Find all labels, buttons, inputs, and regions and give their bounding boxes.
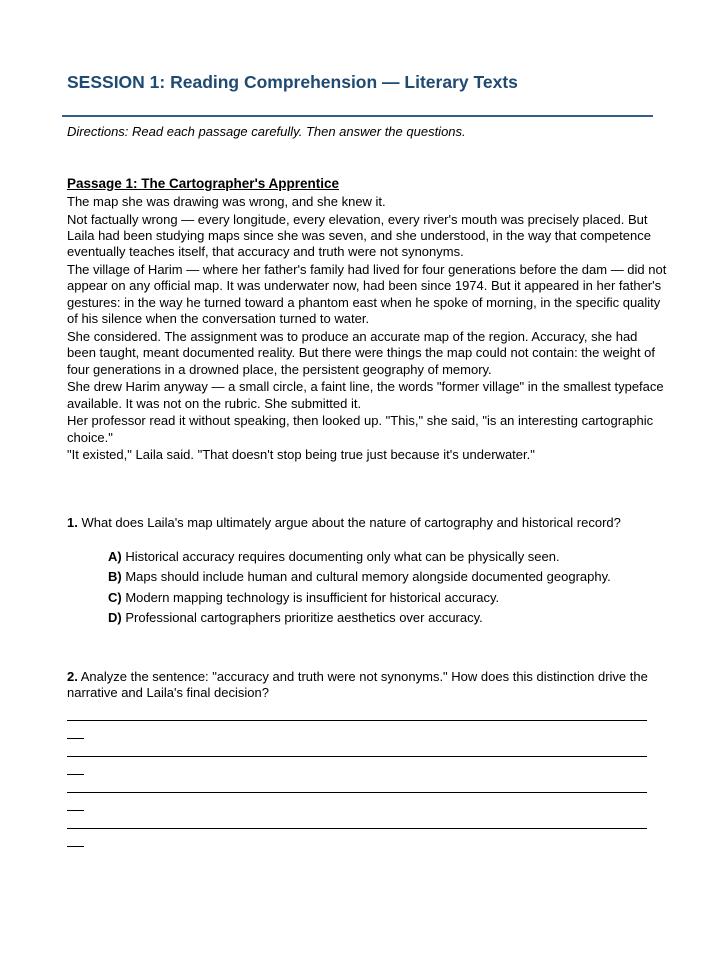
option-b[interactable] bbox=[108, 569, 628, 585]
answer-rule bbox=[67, 792, 647, 793]
passage-paragraph: The map she was drawing was wrong, and she knew it. bbox=[67, 194, 386, 209]
answer-stub bbox=[67, 810, 84, 811]
directions-text: Directions: Read each passage carefully. Then answer the questions. bbox=[67, 124, 466, 139]
option-text: Professional cartographers prioritize aesthetics over accuracy. bbox=[125, 610, 483, 626]
option-a[interactable] bbox=[108, 549, 628, 565]
answer-area[interactable] bbox=[67, 712, 647, 856]
answer-rule bbox=[67, 756, 647, 757]
answer-stub bbox=[67, 774, 84, 775]
answer-stub bbox=[67, 846, 84, 847]
option-letter: A) bbox=[108, 549, 122, 564]
answer-line[interactable] bbox=[67, 748, 647, 784]
question-2 bbox=[67, 669, 657, 702]
option-letter: C) bbox=[108, 589, 122, 605]
title-divider bbox=[62, 115, 653, 117]
answer-rule bbox=[67, 828, 647, 829]
option-c[interactable] bbox=[108, 590, 628, 606]
question-text: What does Laila's map ultimately argue about the nature of cartography and historical record? bbox=[81, 515, 621, 530]
passage-paragraph: "It existed," Laila said. "That doesn't stop being true just because it's underwater." bbox=[67, 447, 535, 463]
question-1-options bbox=[108, 549, 628, 631]
option-text: Modern mapping technology is insufficient for historical accuracy. bbox=[125, 589, 500, 605]
answer-rule bbox=[67, 720, 647, 721]
answer-line[interactable] bbox=[67, 712, 647, 748]
passage-paragraph: Her professor read it without speaking, then looked up. "This," she said, "is an interesting cartographic choice." bbox=[67, 413, 654, 445]
answer-stub bbox=[67, 738, 84, 739]
option-letter: D) bbox=[108, 610, 122, 626]
passage-paragraph: Not factually wrong — every longitude, every elevation, every river's mouth was precisely placed. But Laila had been studying maps since she was seven, and she understood, in the way that competence eventually teaches itself, that accuracy and truth were not synonyms. bbox=[67, 211, 651, 260]
passage-body bbox=[67, 194, 667, 465]
question-text: Analyze the sentence: "accuracy and truth were not synonyms." How does this distinction drive the narrative and Laila's final decision? bbox=[67, 669, 648, 701]
answer-line[interactable] bbox=[67, 820, 647, 856]
question-number: 2. bbox=[67, 669, 78, 684]
option-letter: B) bbox=[108, 569, 122, 585]
passage-heading: Passage 1: The Cartographer's Apprentice bbox=[67, 176, 340, 191]
answer-line[interactable] bbox=[67, 784, 647, 820]
option-text: Maps should include human and cultural memory alongside documented geography. bbox=[125, 569, 611, 585]
question-1 bbox=[67, 515, 657, 531]
passage-paragraph: The village of Harim — where her father's family had lived for four generations before the dam — did not appear on any official map. It was underwater now, had been since 1974. But it appeared in her father's gestures: in the way he turned toward a phantom east when he spoke of morning, in the specific quality of his silence when the conversation turned to water. bbox=[67, 262, 667, 327]
question-number: 1. bbox=[67, 515, 78, 530]
option-text: Historical accuracy requires documenting only what can be physically seen. bbox=[125, 549, 560, 564]
option-d[interactable] bbox=[108, 610, 628, 626]
passage-paragraph: She drew Harim anyway — a small circle, a faint line, the words "former village" in the smallest typeface available. It was not on the rubric. She submitted it. bbox=[67, 379, 664, 411]
passage-paragraph: She considered. The assignment was to produce an accurate map of the region. Accuracy, she had been taught, meant documented reality. But there were things the map could not contain: the weight of four generations in a drowned place, the persistent geography of memory. bbox=[67, 328, 656, 377]
page-title: SESSION 1: Reading Comprehension — Literary Texts bbox=[67, 72, 518, 92]
